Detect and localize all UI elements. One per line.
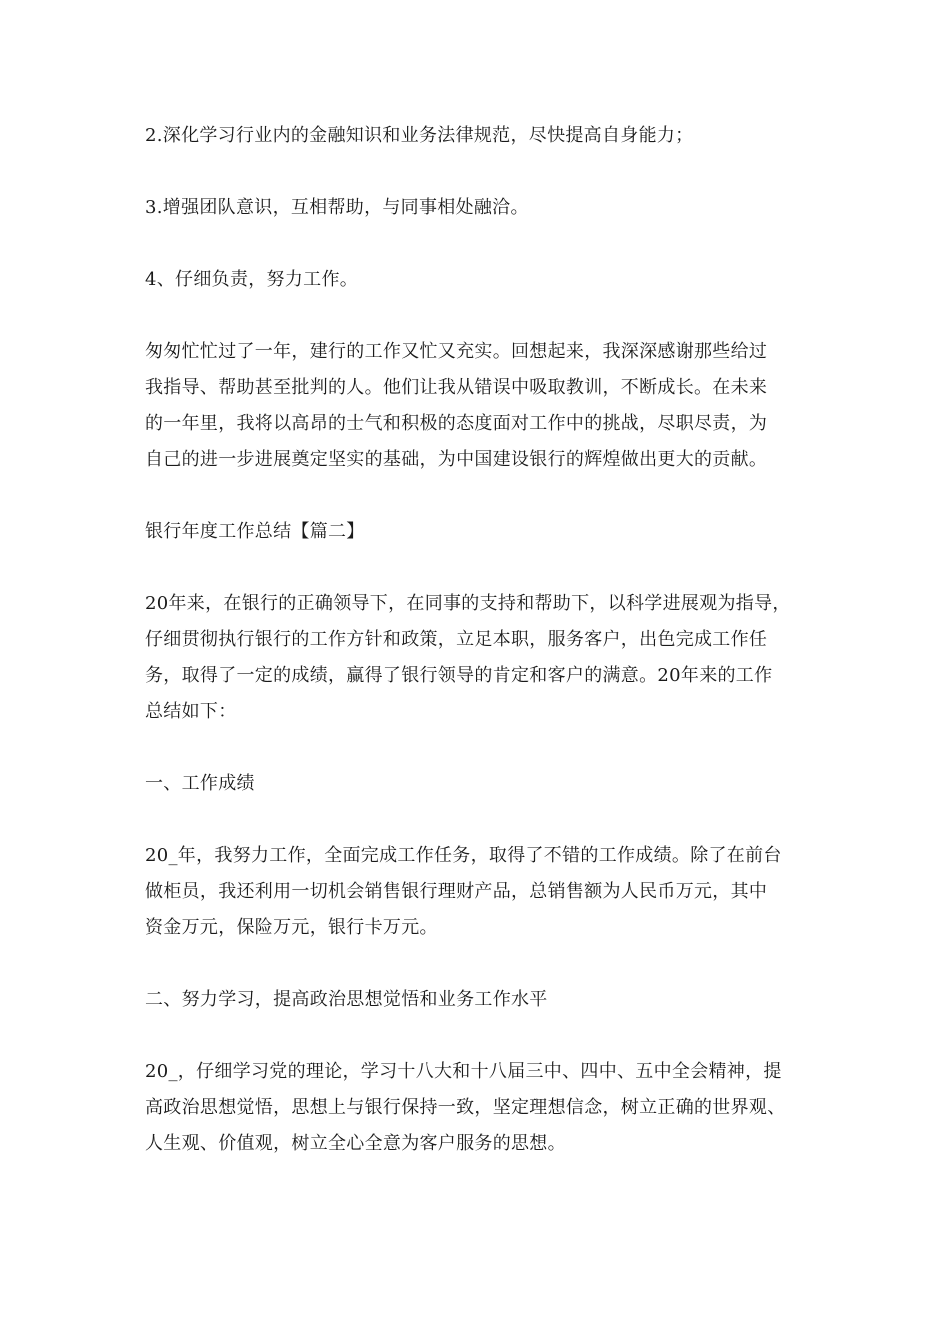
list-item-2 xyxy=(145,118,813,154)
heading-text: 一、工作成绩 xyxy=(145,773,255,794)
text-line: 匆匆忙忙过了一年，建行的工作又忙又充实。回想起来，我深深感谢那些给过 xyxy=(145,341,768,362)
text-line: 4、仔细负责，努力工作。 xyxy=(145,269,359,290)
list-item-4 xyxy=(145,262,813,298)
study-paragraph xyxy=(145,1054,813,1162)
text-line: 自己的进一步进展奠定坚实的基础，为中国建设银行的辉煌做出更大的贡献。 xyxy=(145,449,768,470)
text-line: 我指导、帮助甚至批判的人。他们让我从错误中吸取教训，不断成长。在未来 xyxy=(145,377,768,398)
text-line: 做柜员，我还利用一切机会销售银行理财产品，总销售额为人民币万元，其中 xyxy=(145,881,768,902)
document-body xyxy=(145,118,813,1198)
closing-paragraph xyxy=(145,334,813,478)
subheading-work-results xyxy=(145,766,813,802)
text-line: 20_，仔细学习党的理论，学习十八大和十八届三中、四中、五中全会精神，提 xyxy=(145,1061,782,1082)
text-line: 的一年里，我将以高昂的士气和积极的态度面对工作中的挑战，尽职尽责，为 xyxy=(145,413,768,434)
text-line: 高政治思想觉悟，思想上与银行保持一致，坚定理想信念，树立正确的世界观、 xyxy=(145,1097,786,1118)
text-line: 2.深化学习行业内的金融知识和业务法律规范，尽快提高自身能力； xyxy=(145,125,694,146)
text-line: 3.增强团队意识，互相帮助，与同事相处融洽。 xyxy=(145,197,529,218)
text-line: 资金万元，保险万元，银行卡万元。 xyxy=(145,917,438,938)
section-heading xyxy=(145,514,813,550)
text-line: 人生观、价值观，树立全心全意为客户服务的思想。 xyxy=(145,1133,566,1154)
text-line: 20_年，我努力工作，全面完成工作任务，取得了不错的工作成绩。除了在前台 xyxy=(145,845,782,866)
intro-paragraph xyxy=(145,586,813,730)
text-line: 总结如下： xyxy=(145,701,237,722)
text-line: 务，取得了一定的成绩，赢得了银行领导的肯定和客户的满意。20年来的工作 xyxy=(145,665,773,686)
text-line: 20年来，在银行的正确领导下，在同事的支持和帮助下，以科学进展观为指导， xyxy=(145,593,791,614)
list-item-3 xyxy=(145,190,813,226)
text-line: 仔细贯彻执行银行的工作方针和政策，立足本职，服务客户，出色完成工作任 xyxy=(145,629,768,650)
heading-text: 二、努力学习，提高政治思想觉悟和业务工作水平 xyxy=(145,989,548,1010)
heading-text: 银行年度工作总结【篇二】 xyxy=(145,521,365,542)
subheading-study xyxy=(145,982,813,1018)
work-results-paragraph xyxy=(145,838,813,946)
